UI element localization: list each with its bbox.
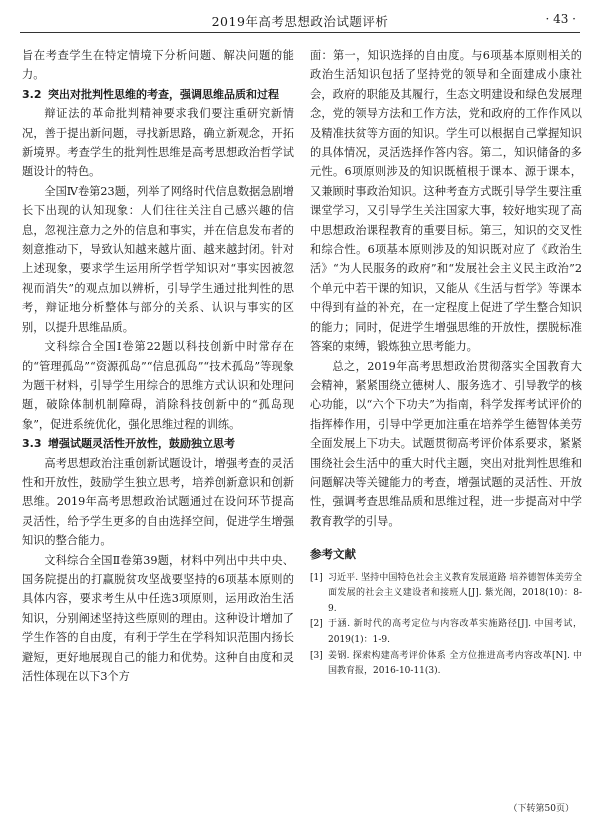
paragraph: 辩证法的革命批判精神要求我们要注重研究新情况，善于提出新问题，寻找新思路，确立新观念，开拓新境界。考查学生的批判性思维是高考思想政治哲学试题设计的特色。: [22, 107, 294, 179]
section-title: 突出对批判性思维的考查，强调思维品质和过程: [48, 87, 279, 101]
reference-item: [310, 617, 582, 648]
section-heading-3-2: [22, 85, 294, 104]
continued-note: （下转第50页）: [508, 804, 574, 814]
section-title: 增强试题灵活性开放性，鼓励独立思考: [48, 437, 235, 451]
section-heading-3-3: [22, 434, 294, 453]
reference-text: 于涵. 新时代的高考定位与内容改革实施路径[J]. 中国考试，2019(1)：1-9.: [328, 619, 582, 645]
right-column: [310, 46, 582, 680]
reference-number: [2]: [310, 619, 323, 630]
reference-number: [3]: [310, 650, 323, 661]
references-title: 参考文献: [310, 547, 356, 562]
paragraph: 高考思想政治注重创新试题设计，增强考查的灵活性和开放性，鼓励学生独立思考，培养创新意识和创新思维。2019年高考思想政治试题通过在设问环节提高灵活性，给予学生更多的自由选择空间，促进学生增强知识的整合能力。: [22, 456, 294, 548]
left-column: [22, 46, 294, 686]
reference-text: 姜钢. 探索构建高考评价体系 全方位推进高考内容改革[N]. 中国教育报，2016-10-11(3).: [328, 650, 582, 677]
reference-item: [310, 649, 582, 680]
paragraph: 文科综合全国Ⅰ卷第22题以科技创新中时常存在的“管理孤岛”“资源孤岛”“信息孤岛”“技术孤岛”等现象为题干材料，引导学生用综合的思维方式认识和处理问题，破除体制机制障碍，消除科技创新中的“孤岛现象”，促进系统优化，强化思维过程的训练。: [22, 340, 294, 431]
reference-number: [1]: [310, 572, 323, 583]
paragraph: 旨在考查学生在特定情境下分析问题、解决问题的能力。: [22, 49, 294, 82]
reference-text: 习近平. 坚持中国特色社会主义教育发展道路 培养德智体美劳全面发展的社会主义建设者和接班人[J]. 紫光阁，2018(10)：8-9.: [328, 572, 582, 614]
reference-item: [310, 571, 582, 618]
paragraph: 面：第一，知识选择的自由度。与6项基本原则相关的政治生活知识包括了坚持党的领导和全面建成小康社会，政府的职能及其履行，生态文明建设和绿色发展理念，党的领导方法和工作方法，党和政府的工作作风以及精准扶贫等方面的知识。学生可以根据自己掌握知识的具体情况，灵活选择作答内容。第二，知识储备的多元性。6项原则涉及的知识既植根于课本、源于课本，又兼顾时事政治知识。这种考查方式既引导学生要注重课堂学习，又引导学生关注国家大事，较好地实现了高中思想政治课程教育的重要目标。第三，知识的交叉性和综合性。6项基本原则涉及的知识既对应了《政治生活》“为人民服务的政府”和“发展社会主义民主政治”2个单元中若干课的知识，又能从《生活与哲学》等课本中得到有益的补充，在一定程度上促进了学生整合知识的能力；同时，促进学生增强思维的开放性，摆脱标准答案的束缚，锻炼独立思考能力。: [310, 49, 582, 354]
running-header: [20, 0, 580, 34]
section-number: 3.3: [22, 437, 42, 451]
section-number: 3.2: [22, 87, 42, 101]
journal-title: 2019年高考思想政治试题评析: [211, 14, 389, 29]
references-list: [310, 571, 582, 680]
header-rule: [20, 32, 580, 33]
paragraph: 总之，2019年高考思想政治贯彻落实全国教育大会精神，紧紧围绕立德树人、服务选才、引导教学的核心功能，以“六个下功夫”为指南，科学发挥考试评价的指挥棒作用，引导中学更加注重在培养学生德智体美劳全面发展上下功夫。试题贯彻高考评价体系要求，紧紧围绕社会生活中的重大时代主题，突出对批判性思维和问题解决等关键能力的考查，增强试题的灵活性、开放性，强调考查思维品质和思维过程，进一步提高对中学教育教学的引导。: [310, 359, 582, 528]
paragraph: 全国Ⅳ卷第23题，列举了网络时代信息数据急剧增长下出现的认知现象：人们往往关注自己感兴趣的信息，忽视注意力之外的信息和事实，并在信息发布者的刻意推动下，导致认知越来越片面、越来越封闭。针对上述现象，要求学生运用所学哲学知识对“事实因被忽视而消失”的观点加以辨析，引导学生通过批判性的思考，辩证地分析整体与部分的关系、认识与事实的区别，以提升思维品质。: [22, 184, 294, 334]
page-number: · 43 ·: [545, 12, 576, 26]
paragraph: 文科综合全国Ⅱ卷第39题，材料中列出中共中央、国务院提出的打赢脱贫攻坚战要坚持的6项基本原则的具体内容，要求考生从中任选3项原则，运用政治生活知识，分别阐述坚持这些原则的理由。这种设计增加了学生作答的自由度，有利于学生在学科知识范围内扬长避短，更好地展现自己的能力和优势。这种自由度和灵活性体现在以下3个方: [22, 553, 294, 683]
